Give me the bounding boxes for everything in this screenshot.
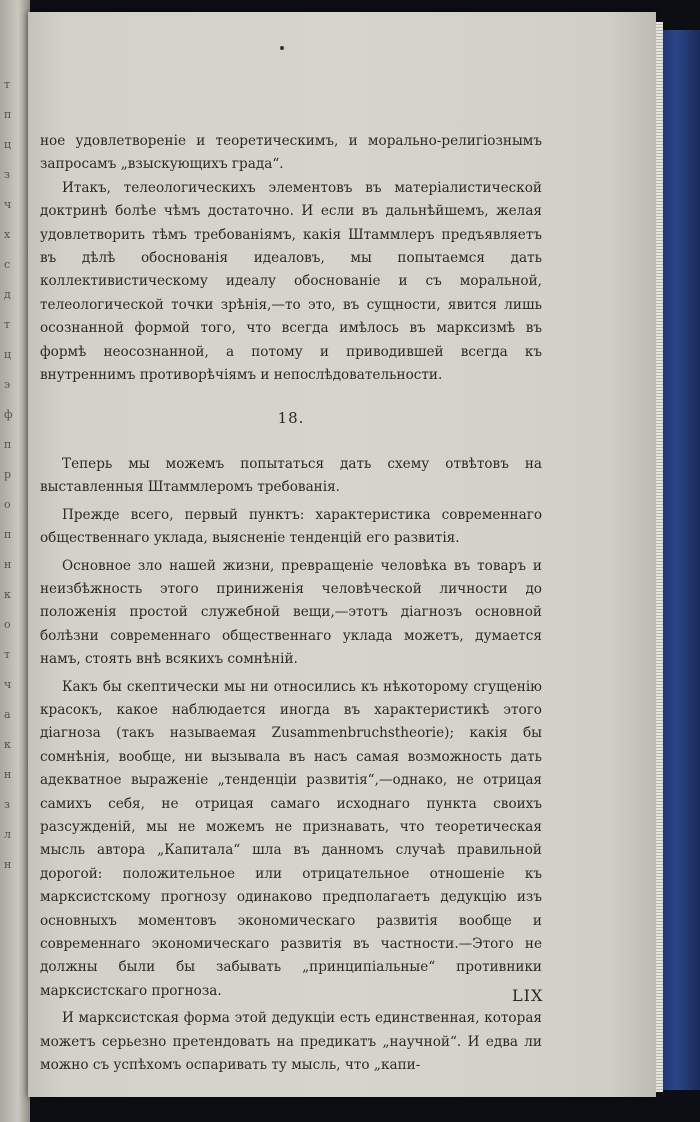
paragraph: И марксистская форма этой дедукціи есть единственная, которая можетъ серьезно претендовать на предикатъ „научной“. И едва ли можно съ успѣхомъ оспаривать ту мысль, что „капи- <box>40 1010 542 1074</box>
paragraph: Прежде всего, первый пунктъ: характеристика современнаго общественнаго уклада, выясненіе тенденцій его развитія. <box>40 506 542 547</box>
paragraph: Основное зло нашей жизни, превращеніе человѣка въ товаръ и неизбѣжность этого приниженія человѣческой личности до положенія простой служебной вещи,—этотъ діагнозъ основной болѣзни современнаго общественнаго уклада можетъ, думается намъ, стоять внѣ всякихъ сомнѣній. <box>40 557 542 668</box>
paragraph: Итакъ, телеологическихъ элементовъ въ матеріалистической доктринѣ болѣе чѣмъ достаточно. И если въ дальнѣйшемъ, желая удовлетворить тѣмъ требованіямъ, какія Штаммлеръ предъявляетъ въ дѣлѣ обоснованія идеаловъ, мы попытаемся дать коллективистическому идеалу обоснованіе и съ моральной, телеологической точки зрѣнія,—то это, въ сущности, явится лишь осознанной формой того, что всегда имѣлось въ марксизмѣ въ формѣ неосознанной, а потому и приводившей всегда къ внутреннимъ противорѣчіямъ и непослѣдовательности. <box>40 179 542 384</box>
paragraph: Какъ бы скептически мы ни относились къ нѣкоторому сгущенію красокъ, какое наблюдается иногда въ характеристикѣ этого діагноза (такъ называемая Zusammenbruchstheorie); какія бы сомнѣнія, вообще, ни вызывала въ насъ самая возможность дать адекватное выраженіе „тенденціи развитія“,—однако, не отрицая самихъ себя, не отрицая самаго исходнаго пункта своихъ разсужденій, мы не можемъ не признавать, что теоретическая мысль автора „Капитала“ шла въ данномъ случаѣ правильной дорогой: положительное или отрицательное отношеніе къ марксистскому прогнозу одинаково предполагаетъ дедукцію изъ основныхъ моментовъ экономическаго развитія вообще и современнаго экономическаго развитія въ частности.—Этого не должны были бы забывать „принципіальные“ противники марксистскаго прогноза. <box>40 678 542 999</box>
page-stack-edge <box>656 22 663 1092</box>
facing-page-edge: т п ц з ч х с д т ц э ф п р о п н к о т ч а к н з л н <box>0 0 30 1122</box>
printer-dot <box>280 46 284 50</box>
section-number: 18. <box>277 409 305 428</box>
page-number: LIX <box>512 986 544 1005</box>
paragraph: Теперь мы можемъ попытаться дать схему отвѣтовъ на выставленныя Штаммлеромъ требованія. <box>40 455 542 496</box>
page-body <box>40 130 542 1077</box>
book-page <box>28 12 656 1097</box>
paragraph-continued: ное удовлетвореніе и теоретическимъ, и морально-религіознымъ запросамъ „взыскующихъ града“. <box>40 133 542 173</box>
